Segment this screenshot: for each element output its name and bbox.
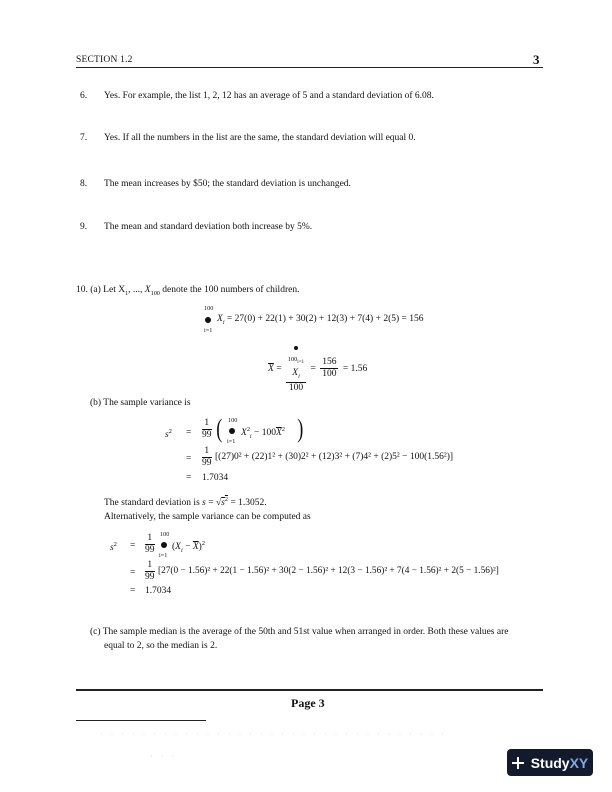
sum-result: = 27(0) + 22(1) + 30(2) + 12(3) + 7(4) + 2(5) = 156 xyxy=(226,314,424,324)
mean-result: = 1.56 xyxy=(342,363,368,374)
plus-icon xyxy=(512,757,524,769)
section-header: SECTION 1.2 xyxy=(76,55,133,65)
item-text: Yes. For example, the list 1, 2, 12 has an average of 5 and a standard deviation of 6.08. xyxy=(104,91,434,101)
summation-symbol xyxy=(205,317,211,323)
mean-fraction-values: $\frac{156}{100}$ xyxy=(322,357,337,380)
studyxy-badge[interactable] xyxy=(507,749,593,776)
header-rule xyxy=(76,67,543,68)
variance-result: 1.7034 xyxy=(202,473,229,483)
q10a-label: 10. (a) Let X xyxy=(76,285,126,295)
variance-block-1: $s^2$ = $\frac{1}{99}$ ( 100 i=1 $X^2_i - 100\overline{X}^2$ ) = $\frac{1}{99}$ [(27)0² + (22)1² + (30)2² + (12)3² + (7)4² + (2)5² − 100(1.56²)] = 1.7034 xyxy=(165,414,454,483)
variance-block-2: $s^2$ = $\frac{1}{99}$ 100 i=1 $(X_i - \overline{X})^2$ = $\frac{1}{99}$ [27(0 − 1.56)² + 22(1 − 1.56)² + 30(2 − 1.56)² + 12(3 − 1.56)² + 7(4 − 1.56)² + 2(5 − 1.56)²] = 1.7034 xyxy=(110,531,499,596)
q10c-line2: equal to 2, so the median is 2. xyxy=(104,641,218,651)
summation-symbol xyxy=(294,346,298,350)
badge-study: Study xyxy=(530,754,570,771)
item-number: 9. xyxy=(80,222,88,232)
page-number: 3 xyxy=(533,52,540,67)
footnote-rule xyxy=(76,720,206,721)
badge-xy: XY xyxy=(569,754,589,771)
mean-equation: $\overline{X}$ = $100_{i=1}$ $X_i$ 100 = $\frac{156}{100}$ = 1.56 xyxy=(268,343,367,394)
q10a-intro-rest: denote the 100 numbers of children. xyxy=(162,285,300,295)
q10a-intro: 10. (a) Let $X_1$, ..., $X_{100}$ denote the 100 numbers of children. xyxy=(76,285,300,297)
summation-symbol xyxy=(229,428,235,434)
q10b-label: (b) The sample variance is xyxy=(90,398,191,408)
faint-footnote-line2: · · · xyxy=(150,752,177,761)
item-text: The mean increases by $50; the standard deviation is unchanged. xyxy=(104,179,351,189)
variance-expansion: [(27)0² + (22)1² + (30)2² + (12)3² + (7)4² + (2)5² − 100(1.56²)] xyxy=(215,452,454,462)
sd-text: The standard deviation is xyxy=(104,498,200,509)
item-number: 7. xyxy=(80,133,88,143)
mean-fraction: $100_{i=1}$ $X_i$ 100 xyxy=(286,343,306,394)
alt-expansion: [27(0 − 1.56)² + 22(1 − 1.56)² + 30(2 − 1.56)² + 12(3 − 1.56)² + 7(4 − 1.56)² + 2(5 − 1.56)²] xyxy=(158,566,499,576)
sd-line: The standard deviation is $s = √s^2 = 1.3052$. xyxy=(104,496,267,509)
item-number: 8. xyxy=(80,179,88,189)
summation-symbol xyxy=(161,542,167,548)
footer-rule xyxy=(76,689,543,691)
item-number: 6. xyxy=(80,91,88,101)
item-text: Yes. If all the numbers in the list are the same, the standard deviation will equal 0. xyxy=(104,133,416,143)
footer-page-label: Page 3 xyxy=(291,696,325,710)
xbar-symbol: $\overline{X}$ xyxy=(268,363,274,374)
faint-footnote-line1: · · · · · · · · · · · · · · · · · · · · · · · · · · · · · · · · · xyxy=(100,730,447,739)
alt-text: Alternatively, the sample variance can be computed as xyxy=(104,512,311,522)
sum-upper-limit: 100 xyxy=(204,305,214,312)
q10c-line1: (c) The sample median is the average of the 50th and 51st value when arranged in order. Both these values are xyxy=(90,627,509,637)
alt-result: 1.7034 xyxy=(145,586,172,596)
sum-lower-limit: i=1 xyxy=(204,327,213,334)
sd-value: = 1.3052. xyxy=(230,498,267,509)
item-text: The mean and standard deviation both increase by 5%. xyxy=(104,222,313,232)
